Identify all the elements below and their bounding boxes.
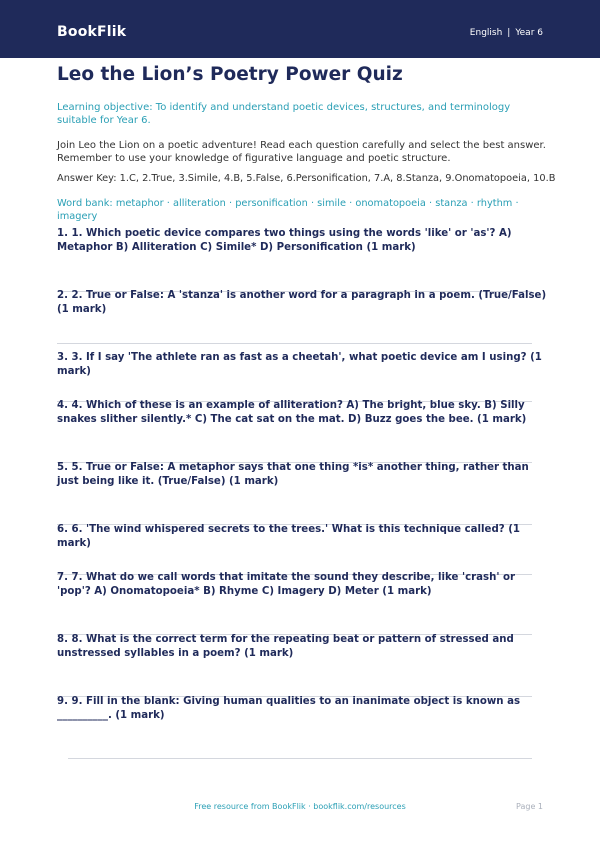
intro-text: Join Leo the Lion on a poetic adventure! Read each question carefully and select the best answer. Remember to use your knowledge of figurative language and poetic structure. bbox=[57, 140, 546, 164]
subject-label: English bbox=[469, 28, 503, 38]
brand-logo[interactable]: BookFlik bbox=[57, 24, 127, 40]
footer-divider bbox=[68, 758, 532, 759]
header-meta bbox=[470, 28, 543, 38]
question-4: 4. 4. Which of these is an example of alliteration? A) The bright, blue sky. B) Silly snakes slither silently.* C) The cat sat on the mat. D) Buzz goes the bee. (1 mark) bbox=[57, 400, 527, 425]
footer-text[interactable]: Free resource from BookFlik · bookflik.com/resources bbox=[194, 802, 406, 811]
question-1: 1. 1. Which poetic device compares two things using the words 'like' or 'as'? A) Metaphor B) Alliteration C) Simile* D) Personification (1 mark) bbox=[57, 228, 512, 253]
year-label: Year 6 bbox=[515, 28, 543, 38]
question-2: 2. 2. True or False: A 'stanza' is another word for a paragraph in a poem. (True/False) (1 mark) bbox=[57, 290, 547, 315]
question-8: 8. 8. What is the correct term for the repeating beat or pattern of stressed and unstressed syllables in a poem? (1 mark) bbox=[57, 634, 514, 659]
question-7: 7. 7. What do we call words that imitate the sound they describe, like 'crash' or 'pop'? A) Onomatopoeia* B) Rhyme C) Imagery D) Meter (1 mark) bbox=[57, 572, 516, 597]
question-9: 9. 9. Fill in the blank: Giving human qualities to an inanimate object is known as __________. (1 mark) bbox=[57, 696, 521, 721]
learning-objective: Learning objective: To identify and understand poetic devices, structures, and terminology suitable for Year 6. bbox=[57, 102, 511, 126]
question-3: 3. 3. If I say 'The athlete ran as fast as a cheetah', what poetic device am I using? (1 mark) bbox=[57, 352, 542, 377]
word-bank: Word bank: metaphor · alliteration · personification · simile · onomatopoeia · stanza · rhythm · imagery bbox=[57, 198, 519, 222]
question-6: 6. 6. 'The wind whispered secrets to the trees.' What is this technique called? (1 mark) bbox=[57, 524, 520, 549]
question-5: 5. 5. True or False: A metaphor says that one thing *is* another thing, rather than just being like it. (True/False) (1 mark) bbox=[57, 462, 529, 487]
page-number: Page 1 bbox=[516, 802, 543, 811]
header-bar bbox=[0, 0, 600, 58]
answer-key: Answer Key: 1.C, 2.True, 3.Simile, 4.B, 5.False, 6.Personification, 7.A, 8.Stanza, 9.Onomatopoeia, 10.B bbox=[57, 173, 556, 184]
page-title: Leo the Lion’s Poetry Power Quiz bbox=[57, 64, 403, 85]
answer-line-2 bbox=[57, 343, 532, 344]
header-separator: | bbox=[507, 28, 511, 38]
